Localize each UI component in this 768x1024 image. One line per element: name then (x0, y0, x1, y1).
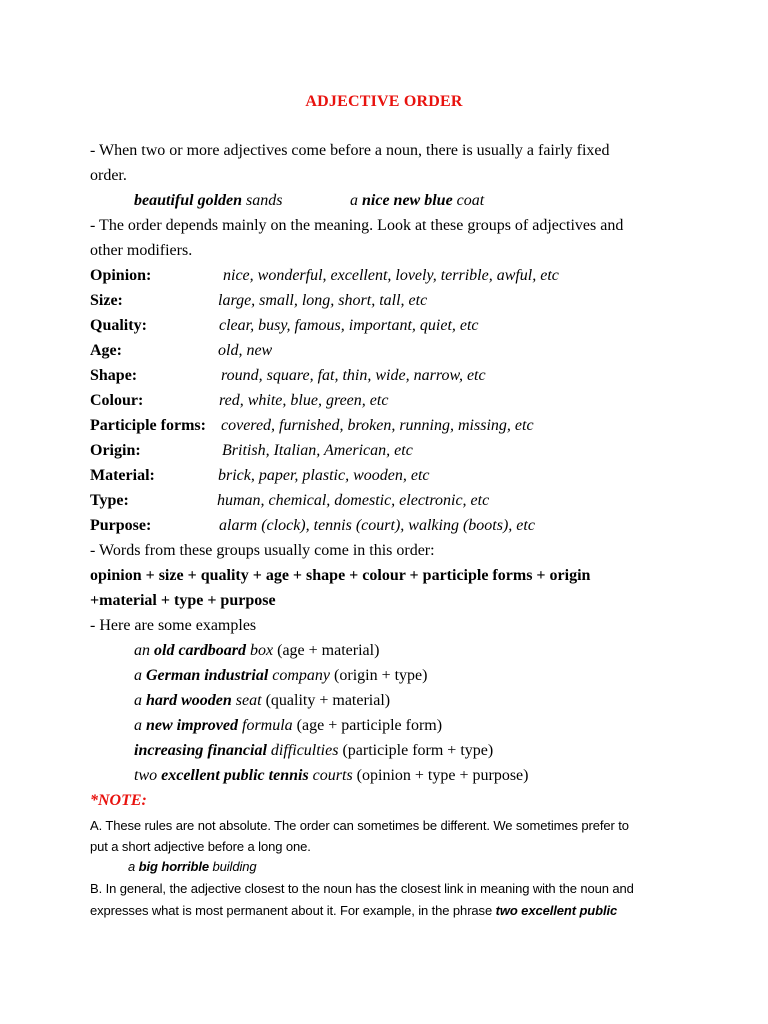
example-row (134, 666, 427, 686)
order-intro-row (90, 541, 435, 561)
note-b-text: expresses what is most permanent about it. For example, in the phrase (90, 903, 496, 918)
group-label: Material: (90, 467, 155, 484)
example-category: (opinion + type + purpose) (352, 767, 529, 784)
example-row (134, 691, 390, 711)
group-label: Type: (90, 492, 129, 509)
intro-p1-line2: order. (90, 167, 127, 184)
order-intro: - Words from these groups usually come in this order: (90, 542, 435, 559)
group-examples: old, new (218, 342, 273, 359)
example-category: (age + participle form) (292, 717, 443, 734)
group-label: Origin: (90, 442, 141, 459)
page-title: ADJECTIVE ORDER (305, 93, 463, 110)
group-row-type (90, 491, 490, 511)
example-adjectives: nice new blue (362, 192, 453, 209)
group-label: Colour: (90, 392, 144, 409)
example-noun: box (246, 642, 274, 659)
example-article: a (128, 859, 139, 874)
intro-p2-line1-row (90, 216, 623, 236)
example-noun: seat (231, 692, 262, 709)
example-noun: courts (308, 767, 353, 784)
example-adjectives: beautiful golden (134, 192, 243, 209)
group-label: Age: (90, 342, 122, 359)
group-row-size (90, 291, 428, 311)
examples-intro-row (90, 616, 256, 636)
group-examples: brick, paper, plastic, wooden, etc (218, 467, 430, 484)
intro-example-2 (350, 191, 484, 211)
example-noun: company (268, 667, 331, 684)
example-category: (participle form + type) (338, 742, 494, 759)
intro-p1-line1: - When two or more adjectives come before a noun, there is usually a fairly fixed (90, 142, 610, 159)
group-label: Quality: (90, 317, 147, 334)
example-row (134, 716, 442, 736)
order-formula-line1-row (90, 566, 590, 586)
example-article: a (134, 667, 146, 684)
group-row-shape (90, 366, 486, 386)
group-examples: round, square, fat, thin, wide, narrow, etc (221, 367, 486, 384)
example-article: two (134, 767, 162, 784)
intro-p2-line2-row (90, 241, 192, 261)
example-row (134, 766, 528, 786)
group-examples: human, chemical, domestic, electronic, etc (217, 492, 490, 509)
group-label: Purpose: (90, 517, 152, 534)
example-article: a (134, 692, 146, 709)
group-examples: covered, furnished, broken, running, missing, etc (221, 417, 534, 434)
example-article: a (134, 717, 146, 734)
example-row (134, 741, 493, 761)
group-examples: nice, wonderful, excellent, lovely, terrible, awful, etc (223, 267, 559, 284)
intro-p2-line1: - The order depends mainly on the meaning. Look at these groups of adjectives and (90, 217, 624, 234)
example-adjectives: big horrible (138, 859, 209, 874)
note-heading: *NOTE: (90, 792, 147, 809)
intro-p2-line2: other modifiers. (90, 242, 193, 259)
intro-example-1 (134, 191, 282, 211)
group-examples: alarm (clock), tennis (court), walking (boots), etc (219, 517, 535, 534)
example-adjectives: hard wooden (146, 692, 232, 709)
examples-intro: - Here are some examples (90, 617, 257, 634)
example-adjectives: old cardboard (154, 642, 246, 659)
group-examples: large, small, long, short, tall, etc (218, 292, 428, 309)
intro-paragraph-1 (90, 141, 610, 161)
example-category: (origin + type) (330, 667, 428, 684)
order-formula-line2: +material + type + purpose (90, 592, 276, 609)
example-row (134, 641, 379, 661)
group-row-colour (90, 391, 389, 411)
note-b-line1: B. In general, the adjective closest to the noun has the closest link in meaning with the noun and (90, 881, 634, 896)
note-b-line2 (90, 902, 617, 920)
group-row-origin (90, 441, 413, 461)
example-noun: formula (238, 717, 293, 734)
group-row-purpose (90, 516, 535, 536)
example-adjectives: German industrial (146, 667, 269, 684)
group-examples: British, Italian, American, etc (222, 442, 413, 459)
example-article: a (350, 192, 362, 209)
example-article: an (134, 642, 154, 659)
group-row-participle (90, 416, 534, 436)
note-a-line2: put a short adjective before a long one. (90, 839, 311, 854)
group-label: Participle forms: (90, 417, 206, 434)
example-noun: building (208, 859, 257, 874)
group-examples: clear, busy, famous, important, quiet, etc (219, 317, 479, 334)
order-formula-line2-row (90, 591, 276, 611)
example-category: (quality + material) (261, 692, 391, 709)
example-adjectives: excellent public tennis (161, 767, 309, 784)
group-label: Shape: (90, 367, 138, 384)
group-label: Size: (90, 292, 123, 309)
example-adjectives: new improved (146, 717, 238, 734)
order-formula-line1: opinion + size + quality + age + shape + colour + participle forms + origin (90, 567, 591, 584)
example-noun: difficulties (266, 742, 339, 759)
note-a-line1: A. These rules are not absolute. The order can sometimes be different. We sometimes prefer to (90, 818, 629, 833)
group-row-opinion (90, 266, 559, 286)
example-noun: sands (242, 192, 283, 209)
intro-p1-line2-row (90, 166, 127, 186)
example-category: (age + material) (273, 642, 380, 659)
example-adjectives: increasing financial (134, 742, 267, 759)
group-row-material (90, 466, 430, 486)
group-row-quality (90, 316, 479, 336)
group-examples: red, white, blue, green, etc (219, 392, 389, 409)
group-label: Opinion: (90, 267, 152, 284)
note-a-example (128, 858, 257, 876)
note-b-phrase: two excellent public (495, 903, 618, 918)
example-noun: coat (452, 192, 485, 209)
group-row-age (90, 341, 273, 361)
